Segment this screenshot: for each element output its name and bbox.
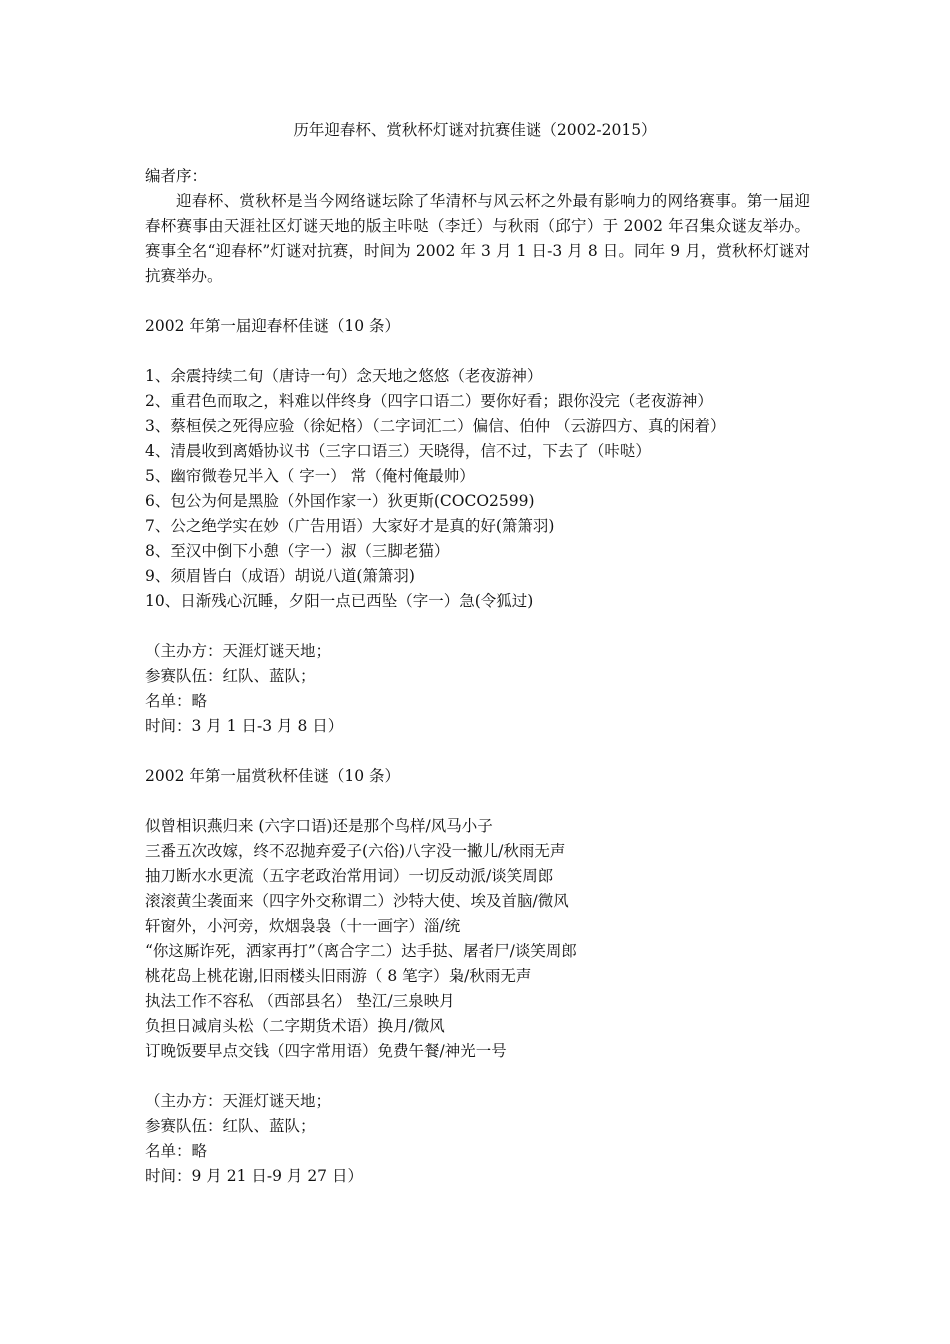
riddle-item: 抽刀断水水更流（五字老政治常用词）一切反动派/谈笑周郎 [145,867,554,885]
info-time: 时间：9 月 21 日-9 月 27 日） [145,1167,363,1185]
info-organizer: （主办方：天涯灯谜天地； [145,1092,332,1110]
riddle-item: 4、清晨收到离婚协议书（三字口语三）天晓得，信不过，下去了（咔哒） [145,442,651,460]
document-title: 历年迎春杯、赏秋杯灯谜对抗赛佳谜（2002-2015） [293,121,657,139]
section2-riddle-list [145,814,810,1064]
spacer [145,739,810,764]
section1-heading: 2002 年第一届迎春杯佳谜（10 条） [145,317,401,335]
riddle-item: 似曾相识燕归来 (六字口语)还是那个鸟样/风马小子 [145,817,493,835]
riddle-item: 10、日渐残心沉睡，夕阳一点已西坠（字一）急(令狐过) [145,592,534,610]
riddle-item: 7、公之绝学实在妙（广告用语）大家好才是真的好(箫箫羽) [145,517,555,535]
spacer [145,614,810,639]
info-roster: 名单：略 [145,692,208,710]
riddle-item: 订晚饭要早点交钱（四字常用语）免费午餐/神光一号 [145,1042,507,1060]
info-time: 时间：3 月 1 日-3 月 8 日） [145,717,344,735]
spacer [145,289,810,314]
info-roster: 名单：略 [145,1142,208,1160]
section1-riddle-list [145,364,810,614]
riddle-item: 8、至汉中倒下小憩（字一）淑（三脚老猫） [145,542,450,560]
info-teams: 参赛队伍：红队、蓝队； [145,667,316,685]
riddle-item: 负担日减肩头松（二字期货术语）换月/微风 [145,1017,445,1035]
riddle-item: 2、重君色而取之，料难以伴终身（四字口语二）要你好看；跟你没完（老夜游神） [145,392,713,410]
riddle-item: 5、幽帘微卷兄半入（ 字一） 常（俺村俺最帅） [145,467,475,485]
riddle-item: 三番五次改嫁，终不忍抛弃爱子(六俗)八字没一撇儿/秋雨无声 [145,842,566,860]
info-teams: 参赛队伍：红队、蓝队； [145,1117,316,1135]
riddle-item: 桃花岛上桃花谢,旧雨楼头旧雨游（ 8 笔字）枭/秋雨无声 [145,967,532,985]
section2-info [145,1089,810,1189]
spacer [145,339,810,364]
riddle-item: 轩窗外，小河旁，炊烟袅袅（十一画字）淄/统 [145,917,461,935]
riddle-item: 滚滚黄尘袭面来（四字外交称谓二）沙特大使、埃及首脑/微风 [145,892,569,910]
preface-paragraph: 迎春杯、赏秋杯是当今网络谜坛除了华清杯与风云杯之外最有影响力的网络赛事。第一届迎春杯赛事由天涯社区灯谜天地的版主咔哒（李迁）与秋雨（邱宁）于 2002 年召集众谜友举办。赛事全名“迎春杯”灯谜对抗赛，时间为 2002 年 3 月 1 日-3 月 8 日。同年 9 月，赏秋杯灯谜对抗赛举办。 [145,192,810,285]
riddle-item: 1、余震持续二旬（唐诗一句）念天地之悠悠（老夜游神） [145,367,543,385]
riddle-item: “你这厮诈死，洒家再打”（离合字二）达手挞、屠者尸/谈笑周郎 [145,942,577,960]
riddle-item: 3、蔡桓侯之死得应验（徐妃格）（二字词汇二）偏信、伯仲 （云游四方、真的闲着） [145,417,726,435]
section1-info [145,639,810,739]
spacer [145,789,810,814]
info-organizer: （主办方：天涯灯谜天地； [145,642,332,660]
riddle-item: 执法工作不容私 （西部县名） 垫江/三泉映月 [145,992,455,1010]
section2-heading: 2002 年第一届赏秋杯佳谜（10 条） [145,767,401,785]
riddle-item: 9、须眉皆白（成语）胡说八道(箫箫羽) [145,567,415,585]
preface-heading: 编者序： [145,167,208,185]
spacer [145,1064,810,1089]
document-body [145,164,810,1189]
riddle-item: 6、包公为何是黑脸（外国作家一）狄更斯(COCO2599) [145,492,535,510]
